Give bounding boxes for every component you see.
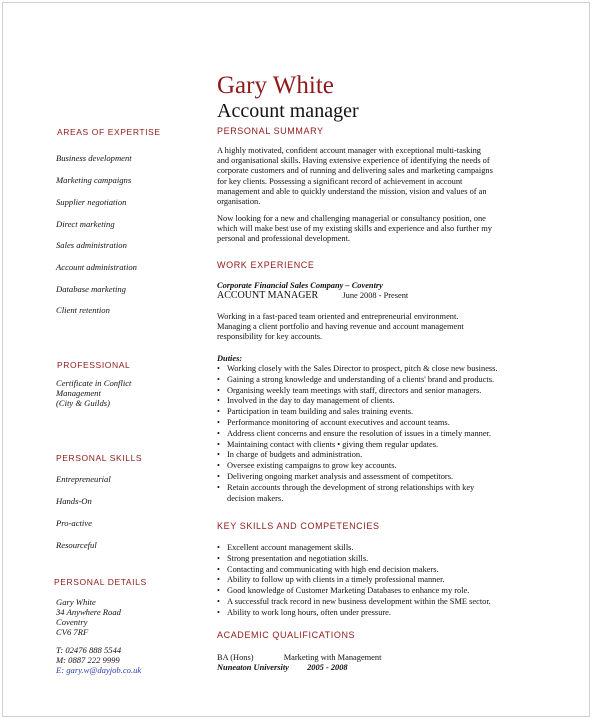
key-skills-heading: KEY SKILLS AND COMPETENCIES	[217, 521, 380, 531]
list-item: • Excellent account management skills.	[217, 543, 354, 552]
company-line: Corporate Financial Sales Company – Coventry	[217, 281, 383, 290]
list-item: • Ability to follow up with clients in a timely professional manner.	[217, 575, 445, 585]
list-item: • Contacting and communicating with high end decision makers.	[217, 564, 439, 574]
details-line: Coventry	[56, 617, 88, 627]
summary-line: for key clients. Possessing a significant record of achievement in account	[217, 176, 463, 186]
education-dates: 2005 - 2008	[307, 663, 348, 672]
professional-line: Certificate in Conflict	[56, 378, 132, 388]
personal-details-heading: PERSONAL DETAILS	[54, 577, 147, 587]
list-item: • Performance monitoring of account executives and account teams.	[217, 417, 450, 427]
list-item: • Participation in team building and sales training events.	[217, 407, 414, 417]
list-item: • Retain accounts through the development of strong relationships with key	[217, 482, 475, 492]
summary-line: which will make best use of my existing skills and experience and also further my	[217, 224, 492, 234]
duties-label: Duties:	[217, 354, 243, 363]
list-item: • Working closely with the Sales Director to prospect, pitch & close new business.	[217, 364, 498, 373]
duties-list	[217, 364, 537, 504]
expertise-item: Database marketing	[56, 284, 126, 294]
job-description-line: responsibility for key accounts.	[217, 332, 323, 342]
professional-line: Management	[56, 388, 101, 398]
job-title: ACCOUNT MANAGER	[217, 290, 319, 301]
list-item: • Strong presentation and negotiation skills.	[217, 553, 369, 563]
list-item: decision makers.	[227, 493, 284, 503]
degree: BA (Hons)	[217, 653, 254, 662]
expertise-item: Client retention	[56, 305, 110, 315]
professional-line: (City & Guilds)	[56, 398, 110, 408]
list-item: • Ability to work long hours, often under pressure.	[217, 607, 391, 617]
candidate-name: Gary White	[217, 72, 334, 99]
summary-line: organisation.	[217, 197, 261, 207]
list-item: • Organising weekly team meetings with staff, directors and senior managers.	[217, 385, 482, 395]
personal-skills-heading: PERSONAL SKILLS	[56, 453, 143, 463]
expertise-item: Direct marketing	[56, 219, 115, 229]
list-item: • Gaining a strong knowledge and understanding of a clients' brand and products.	[217, 374, 495, 384]
summary-line: Now looking for a new and challenging managerial or consultancy position, one	[217, 214, 486, 223]
summary-line: and organisational skills. Having extensive experience of identifying the needs of	[217, 156, 490, 166]
expertise-item: Sales administration	[56, 240, 127, 250]
summary-heading: PERSONAL SUMMARY	[217, 126, 324, 136]
professional-heading: PROFESSIONAL	[57, 360, 131, 370]
degree-subject: Marketing with Management	[283, 653, 382, 662]
summary-line: personal and professional development.	[217, 234, 351, 244]
expertise-heading: AREAS OF EXPERTISE	[57, 127, 161, 137]
email-line: E: gary.w@dayjob.co.uk	[56, 665, 142, 675]
summary-line: corporate customers and of running and delivering sales and marketing campaigns	[217, 166, 493, 176]
experience-heading: WORK EXPERIENCE	[217, 260, 315, 270]
expertise-item: Marketing campaigns	[56, 175, 132, 185]
list-item: • In charge of budgets and administration.	[217, 450, 363, 460]
list-item: • Good knowledge of Customer Marketing Databases to enhance my role.	[217, 586, 470, 596]
degree-line	[217, 653, 529, 663]
job-dates: June 2008 - Present	[342, 291, 409, 300]
personal-skill: Pro-active	[56, 518, 92, 528]
job-description-line: Managing a client portfolio and having revenue and account management	[217, 322, 464, 332]
personal-skill: Entrepreneurial	[56, 474, 111, 484]
list-item: • Delivering ongoing market analysis and assessment of competitors.	[217, 471, 454, 481]
personal-skill: Hands-On	[56, 496, 92, 506]
key-skills-list	[217, 543, 537, 619]
list-item: • Involved in the day to day management of clients.	[217, 396, 395, 406]
details-line: Gary White	[56, 597, 96, 607]
candidate-role: Account manager	[217, 100, 359, 122]
summary-line: management and able to quickly understand the mission, vision and values of an	[217, 186, 487, 196]
phone-line: T: 02476 888 5544	[56, 645, 122, 655]
summary-paragraph-1	[217, 146, 529, 207]
university: Nuneaton University	[217, 663, 289, 672]
expertise-item: Supplier negotiation	[56, 197, 127, 207]
mobile-line: M: 0887 222 9999	[56, 655, 120, 665]
job-line	[217, 291, 529, 301]
summary-line: A highly motivated, confident account manager with exceptional multi-tasking	[217, 146, 481, 155]
job-description	[217, 312, 529, 343]
list-item: • Oversee existing campaigns to grow key accounts.	[217, 461, 397, 471]
expertise-item: Account administration	[56, 262, 137, 272]
personal-skill: Resourceful	[56, 540, 97, 550]
details-line: 34 Anywhere Road	[56, 607, 121, 617]
job-description-line: Working in a fast-paced team oriented and entrepreneurial environment.	[217, 312, 459, 321]
list-item: • Maintaining contact with clients • giving them regular updates.	[217, 439, 439, 449]
list-item: • Address client concerns and ensure the resolution of issues in a timely manner.	[217, 428, 491, 438]
details-line: CV6 7RF	[56, 627, 89, 637]
summary-paragraph-2	[217, 214, 529, 245]
expertise-item: Business development	[56, 153, 132, 163]
education-heading: ACADEMIC QUALIFICATIONS	[217, 630, 356, 640]
university-line	[217, 663, 529, 673]
list-item: • A successful track record in new business development within the SME sector.	[217, 596, 491, 606]
